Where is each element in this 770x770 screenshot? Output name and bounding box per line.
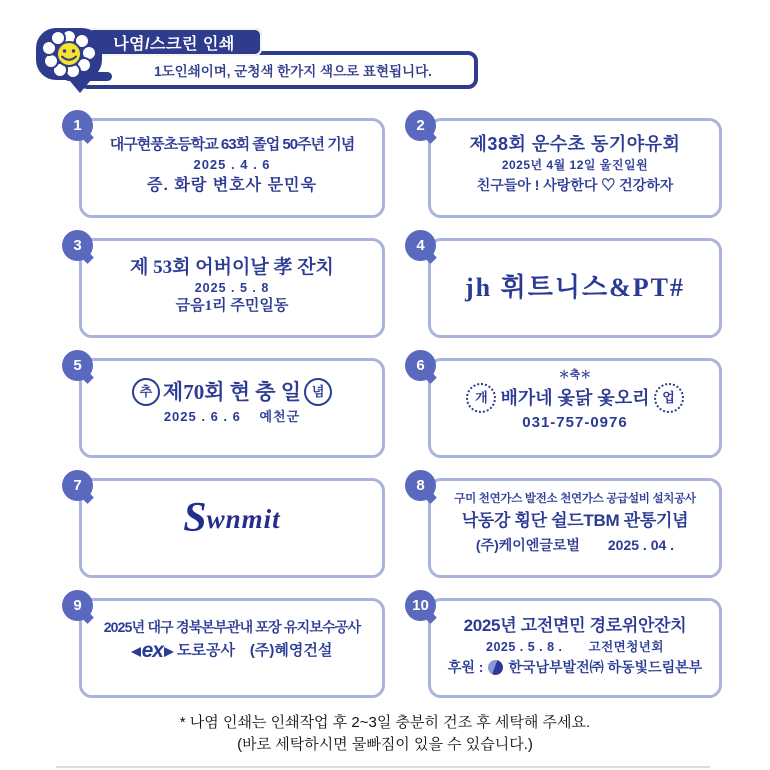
header-panel [78, 51, 478, 89]
print-line: 2025년 대구 경북본부관내 포장 유지보수공사 [103, 619, 361, 635]
print-line-phone: 031-757-0976 [522, 414, 628, 431]
header-title-tab [86, 28, 262, 56]
print-line: 금음1리 주민일동 [175, 298, 289, 314]
sample-box-2 [428, 118, 722, 218]
circled-char-chu: 추 [132, 378, 160, 406]
sample-box-8 [428, 478, 722, 578]
sample-box-10 [428, 598, 722, 698]
sample-number-9: 9 [62, 590, 93, 621]
sample-box-9 [79, 598, 385, 698]
header-subtitle: 1도인쇄이며, 군청색 한가지 색으로 표현됩니다. [154, 64, 432, 79]
circled-char-nyeom: 념 [304, 378, 332, 406]
print-line: jh 휘트니스&PT# [465, 273, 685, 302]
print-line-date: 2025년 4월 12일 울진일원 [501, 158, 649, 172]
bottom-divider [56, 766, 710, 768]
print-line-date: 2025 . 5 . 8 . 고전면청년회 [486, 640, 664, 654]
print-line: 낙동강 횡단 쉴드TBM 관통기념 [461, 511, 689, 530]
sample-number-7: 7 [62, 470, 93, 501]
care-instructions [0, 712, 770, 756]
wreath-char-gae: 개 [466, 383, 496, 413]
sample-number-8: 8 [405, 470, 436, 501]
sponsor-label: 후원 : [447, 659, 484, 675]
print-line: 구미 천연가스 발전소 천연가스 공급설비 설치공사 [454, 493, 696, 505]
sample-box-1 [79, 118, 385, 218]
print-line: 2025년 고전면민 경로위안잔치 [463, 616, 687, 635]
print-line-date: 2025 . 6 . 6 예천군 [163, 409, 301, 424]
sample-box-4 [428, 238, 722, 338]
print-line [129, 377, 335, 407]
print-line-text: 도로공사 (주)혜영건설 [176, 642, 333, 659]
print-line-date: 2025 . 4 . 6 [193, 157, 271, 172]
sample-number-5: 5 [62, 350, 93, 381]
print-line-text: 제70회 현 충 일 [162, 380, 302, 404]
print-line-date: 2025 . 5 . 8 [194, 281, 270, 295]
expressway-ex-logo-icon: ex [141, 639, 163, 662]
care-instruction-line-2: (바로 세탁하시면 물빠짐이 있을 수 있습니다.) [237, 736, 533, 753]
sponsor-org: 한국남부발전㈜ 하동빛드림본부 [508, 659, 703, 675]
logo-initial: S [183, 495, 207, 541]
print-line [448, 656, 702, 679]
sample-number-6: 6 [405, 350, 436, 381]
print-line: 증. 화랑 변호사 문민욱 [147, 177, 317, 194]
print-line: 제38회 운수초 동기야유회 [469, 134, 681, 154]
sample-box-3 [79, 238, 385, 338]
sample-number-10: 10 [405, 590, 436, 621]
print-logo-script [183, 497, 280, 539]
care-instruction-line-1: * 나염 인쇄는 인쇄작업 후 2~3일 충분히 건조 후 세탁해 주세요. [179, 714, 591, 731]
print-line: 제 53회 어버이날 孝 잔치 [130, 257, 334, 278]
print-line [132, 638, 333, 664]
sample-number-2: 2 [405, 110, 436, 141]
print-line: 친구들아 ! 사랑한다 ♡ 건강하자 [476, 177, 674, 193]
page-title: 나염/스크린 인쇄 [113, 35, 235, 53]
sample-number-3: 3 [62, 230, 93, 261]
sample-box-5 [79, 358, 385, 458]
print-line-chuk: ＊축＊ [558, 369, 592, 381]
print-line [462, 383, 687, 413]
print-line: 대구현풍초등학교 63회 졸업 50주년 기념 [109, 136, 355, 153]
sample-number-1: 1 [62, 110, 93, 141]
logo-rest: wnmit [206, 504, 281, 534]
kospo-logo-icon [488, 660, 503, 675]
sample-box-6 [428, 358, 722, 458]
sample-number-4: 4 [405, 230, 436, 261]
print-line-date: (주)케이엔글로벌 2025 . 04 . [475, 537, 675, 553]
sample-box-7 [79, 478, 385, 578]
smiley-flower-icon [34, 26, 112, 101]
wreath-char-eop: 업 [654, 383, 684, 413]
print-line-text: 배가네 옻닭 옻오리 [500, 388, 650, 408]
